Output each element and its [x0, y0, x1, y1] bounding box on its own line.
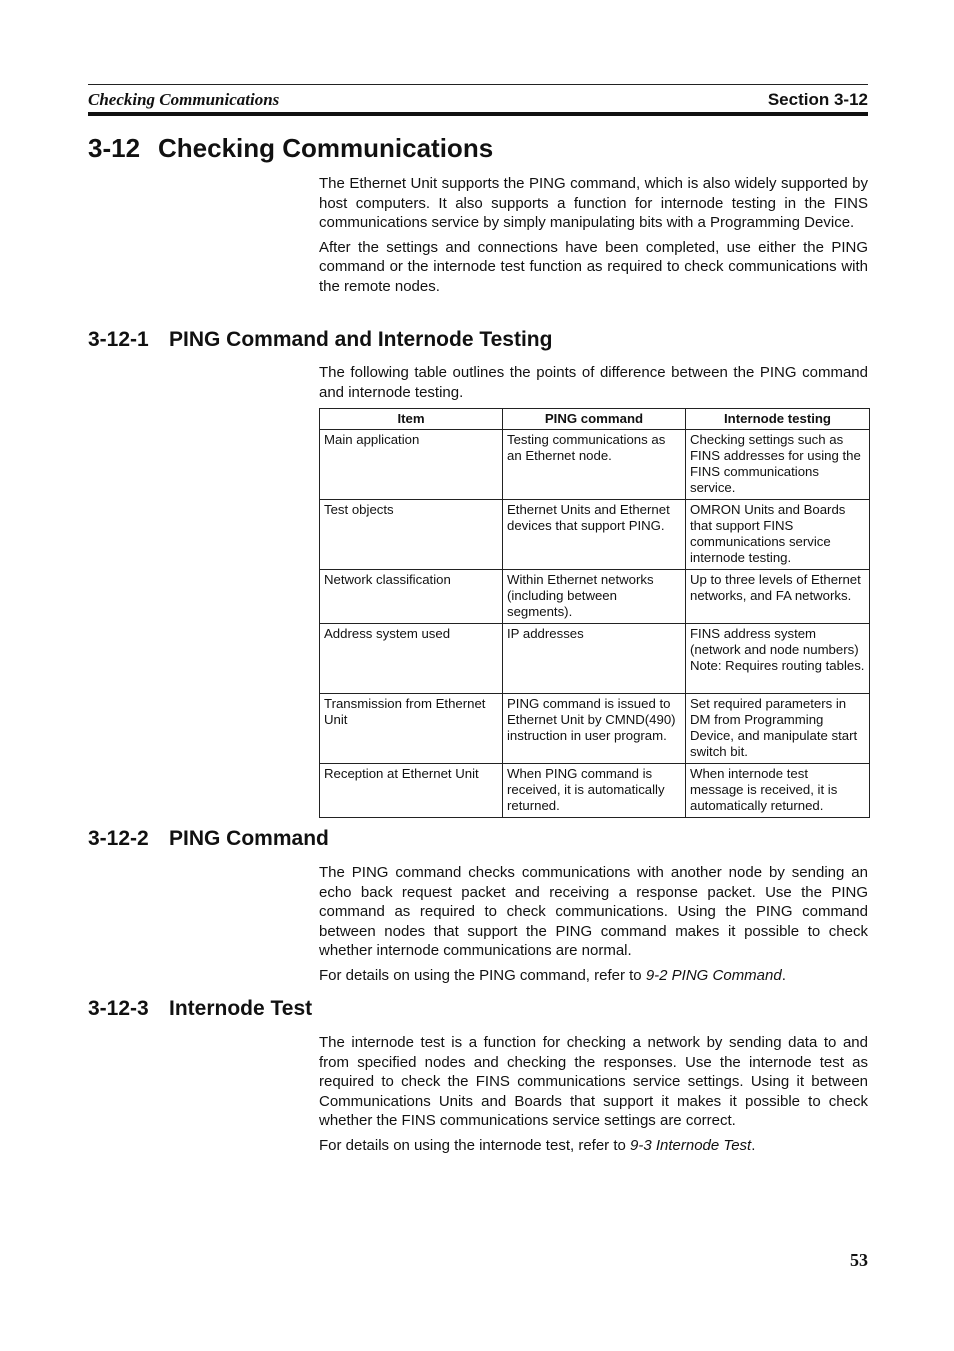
- table-intro-paragraph: The following table outlines the points of difference between the PING command and internode testing.: [319, 364, 868, 401]
- table-cell: FINS address system (network and node numbers) Note: Requires routing tables.: [686, 624, 870, 694]
- table-header-row: [320, 409, 870, 430]
- internode-reference-paragraph: [319, 1136, 868, 1156]
- intro-paragraph-1: The Ethernet Unit supports the PING command, which is also widely supported by host computers. It also supports a function for internode testing in the FINS communications service by simply manipulating bits with a Programming Device.: [319, 175, 868, 231]
- table-cell: When PING command is received, it is automatically returned.: [503, 764, 686, 818]
- table-row: [320, 570, 870, 624]
- table-row: [320, 500, 870, 570]
- subsection-title: PING Command: [169, 827, 329, 850]
- table-cell: Reception at Ethernet Unit: [320, 764, 503, 818]
- running-header-section: Section 3-12: [767, 90, 868, 109]
- subsection-1-body: [319, 363, 868, 407]
- table-cell: Network classification: [320, 570, 503, 624]
- subsection-heading-2: [88, 827, 329, 851]
- cross-reference: 9-2 PING Command: [645, 966, 782, 984]
- table-cell: Address system used: [320, 624, 503, 694]
- reference-suffix: .: [751, 1136, 756, 1154]
- table-cell: Ethernet Units and Ethernet devices that support PING.: [503, 500, 686, 570]
- comparison-table: [319, 408, 870, 818]
- subsection-number: 3-12-3: [88, 997, 149, 1020]
- table-cell: Checking settings such as FINS addresses for using the FINS communications service.: [686, 430, 870, 500]
- reference-suffix: .: [781, 966, 786, 984]
- subsection-number: 3-12-1: [88, 328, 149, 351]
- page-number: 53: [850, 1250, 868, 1270]
- table-row: [320, 764, 870, 818]
- ping-reference-paragraph: [319, 966, 868, 986]
- section-heading: [88, 133, 493, 164]
- table-cell: OMRON Units and Boards that support FINS communications service internode testing.: [686, 500, 870, 570]
- subsection-number: 3-12-2: [88, 827, 149, 850]
- subsection-title: Internode Test: [169, 997, 313, 1020]
- table-cell: Set required parameters in DM from Programming Device, and manipulate start switch bit.: [686, 694, 870, 764]
- section-intro: [319, 174, 868, 301]
- table-row: [320, 430, 870, 500]
- table-cell: Within Ethernet networks (including between segments).: [503, 570, 686, 624]
- column-header: Internode testing: [686, 409, 870, 430]
- section-number: 3-12: [88, 133, 141, 163]
- intro-paragraph-2: After the settings and connections have been completed, use either the PING command or the internode test function as required to check communications with the remote nodes.: [319, 238, 868, 295]
- column-header: Item: [320, 409, 503, 430]
- running-header-title: Checking Communications: [88, 90, 280, 109]
- table-cell: Testing communications as an Ethernet node.: [503, 430, 686, 500]
- subsection-3-body: [319, 1033, 868, 1160]
- header-top-rule: [88, 84, 868, 85]
- cross-reference: 9-3 Internode Test: [630, 1136, 752, 1154]
- subsection-heading-1: [88, 328, 552, 352]
- table-cell: Main application: [320, 430, 503, 500]
- section-title: Checking Communications: [158, 133, 494, 163]
- reference-prefix: For details on using the internode test, refer to: [319, 1136, 631, 1154]
- table-cell: Test objects: [320, 500, 503, 570]
- reference-prefix: For details on using the PING command, refer to: [319, 966, 646, 984]
- table-cell: Transmission from Ethernet Unit: [320, 694, 503, 764]
- table-cell: PING command is issued to Ethernet Unit by CMND(490) instruction in user program.: [503, 694, 686, 764]
- subsection-2-body: [319, 863, 868, 990]
- table-row: [320, 624, 870, 694]
- header-bottom-rule: [88, 112, 868, 116]
- table-row: [320, 694, 870, 764]
- table-cell: When internode test message is received, it is automatically returned.: [686, 764, 870, 818]
- table-cell: Up to three levels of Ethernet networks, and FA networks.: [686, 570, 870, 624]
- ping-paragraph: The PING command checks communications with another node by sending an echo back request packet and receiving a response packet. Use the PING command as required to check communications. Using the PING command between nodes that support the PING command makes it possible to check whether internode communications are normal.: [319, 864, 868, 959]
- column-header: PING command: [503, 409, 686, 430]
- subsection-heading-3: [88, 997, 312, 1021]
- subsection-title: PING Command and Internode Testing: [169, 328, 553, 351]
- internode-paragraph: The internode test is a function for checking a network by sending data to and from specified nodes and checking the responses. Use the internode test as required to check the FINS communications service settings. Using it between Communications Units and Boards that support it makes it possible to check whether the FINS communications service settings are correct.: [319, 1034, 868, 1129]
- table-cell: IP addresses: [503, 624, 686, 694]
